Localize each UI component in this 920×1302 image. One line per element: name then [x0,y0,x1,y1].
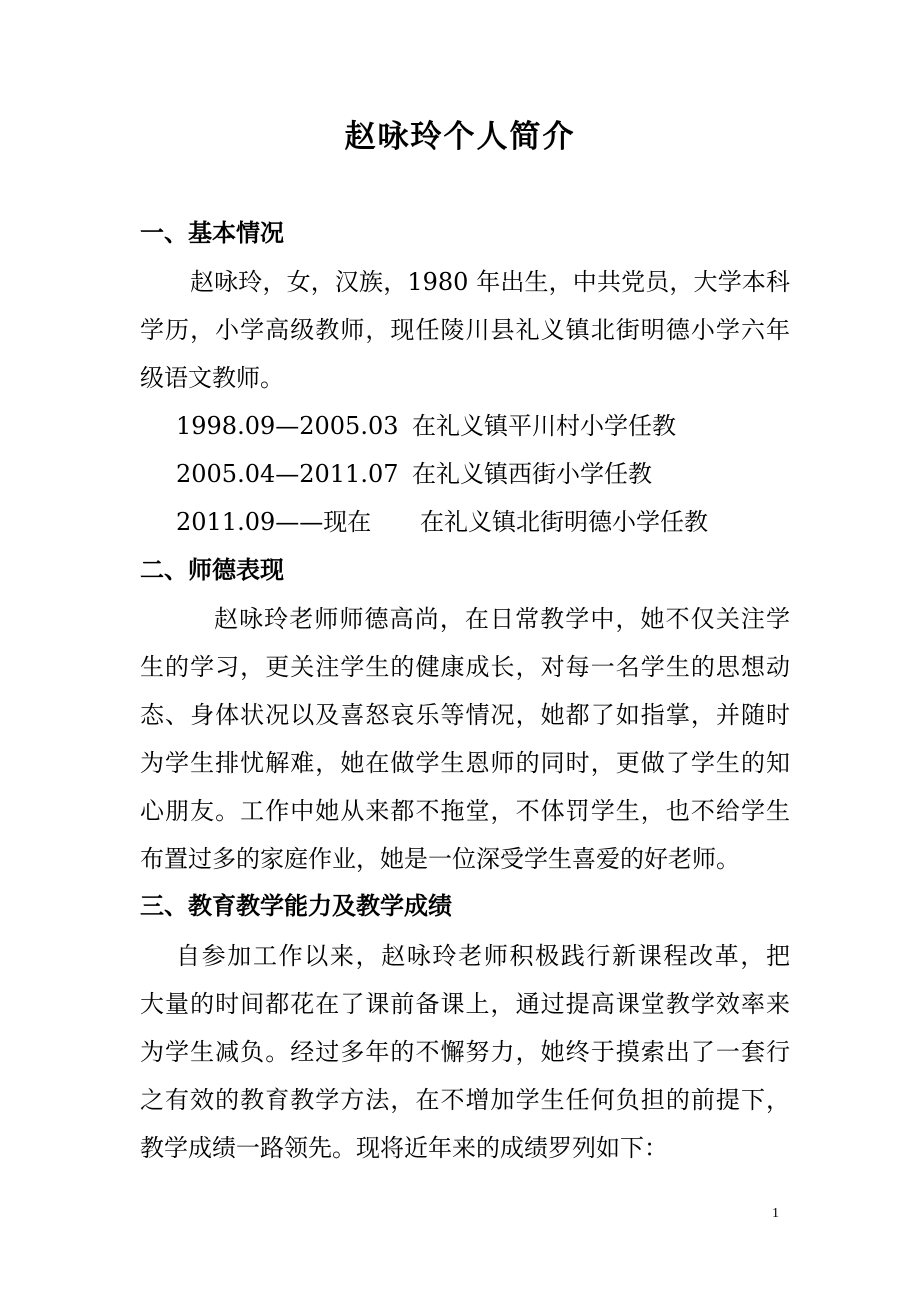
paragraph-line: 级语文教师。 [140,364,284,392]
ethics-paragraph [140,595,790,883]
section-heading-basic-info: 一、基本情况 [140,218,284,247]
paragraph-line: 大量的时间都花在了课前备课上，通过提高课堂教学效率来 [140,990,790,1018]
paragraph-line: 态、身体状况以及喜怒哀乐等情况，她都了如指掌，并随时 [140,701,790,729]
timeline-place: 在礼义镇平川村小学任教 [412,412,676,440]
timeline-place: 在礼义镇北街明德小学任教 [420,508,708,536]
paragraph-line: 赵咏玲老师师德高尚，在日常教学中，她不仅关注学 [214,605,790,633]
paragraph-line: 心朋友。工作中她从来都不拖堂，不体罚学生，也不给学生 [140,797,790,825]
timeline-row [176,450,708,498]
paragraph-line: 生的学习，更关注学生的健康成长，对每一名学生的思想动 [140,653,790,681]
section-heading-teaching: 三、教育教学能力及教学成绩 [140,891,452,920]
paragraph-line: 为学生排忧解难，她在做学生恩师的同时，更做了学生的知 [140,749,790,777]
timeline-period: 2011.09——现在 [176,508,372,536]
page-number: 1 [772,1206,779,1221]
career-timeline [176,402,708,546]
timeline-period: 2005.04—2011.07 [176,460,399,488]
paragraph-line: 学历，小学高级教师，现任陵川县礼义镇北街明德小学六年 [140,316,790,344]
paragraph-line: 布置过多的家庭作业，她是一位深受学生喜爱的好老师。 [140,845,740,873]
paragraph-line: 自参加工作以来，赵咏玲老师积极践行新课程改革，把 [176,942,790,970]
document-title: 赵咏玲个人简介 [344,119,576,155]
paragraph-line: 教学成绩一路领先。现将近年来的成绩罗列如下： [140,1134,668,1162]
paragraph-line: 赵咏玲，女，汉族，1980 年出生，中共党员，大学本科 [190,268,790,296]
section-heading-ethics: 二、师德表现 [140,555,284,584]
teaching-paragraph [140,932,790,1172]
timeline-row [176,498,708,546]
paragraph-line: 为学生减负。经过多年的不懈努力，她终于摸索出了一套行 [140,1038,790,1066]
timeline-period: 1998.09—2005.03 [176,412,399,440]
timeline-place: 在礼义镇西街小学任教 [412,460,652,488]
timeline-row [176,402,708,450]
paragraph-line: 之有效的教育教学方法，在不增加学生任何负担的前提下， [140,1086,790,1114]
basic-info-paragraph [140,258,790,402]
